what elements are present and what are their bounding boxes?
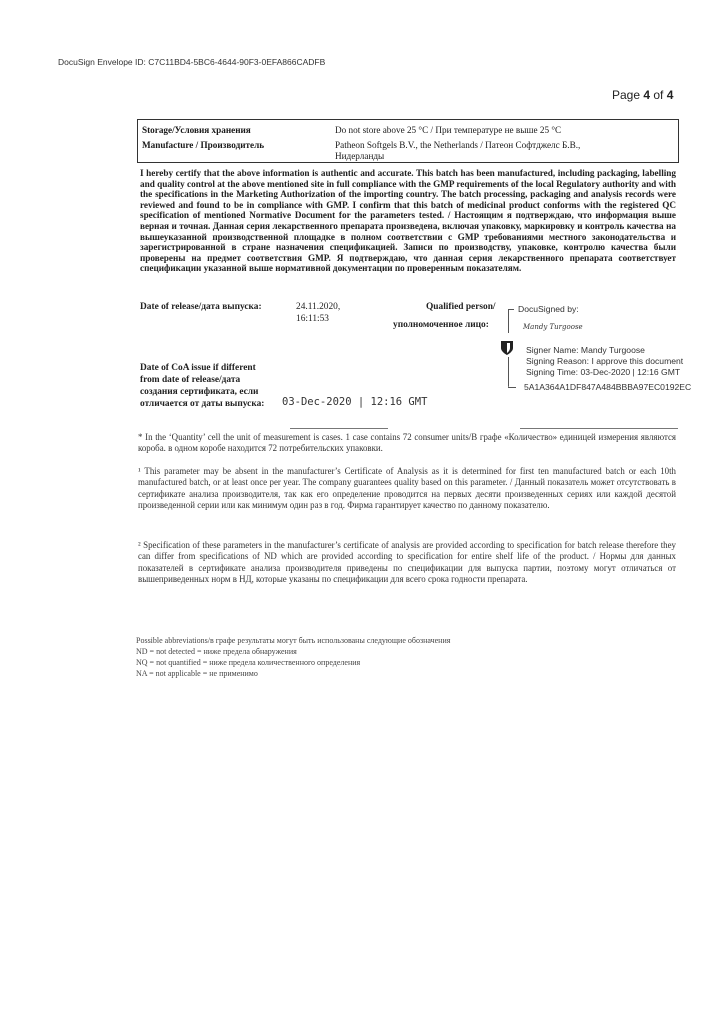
storage-label: Storage/Условия хранения [142, 125, 251, 135]
page-prefix: Page [612, 88, 644, 102]
footnote-quantity: * In the ‘Quantity’ cell the unit of measurement is cases. 1 case contains 72 consumer units/В графе «Количество» единицей измерения являются короба. в одном коробе находится 72 потребительских упаковки. [138, 432, 676, 454]
envelope-id: DocuSign Envelope ID: C7C11BD4-5BC6-4644-90F3-0EFA866CADFB [58, 57, 326, 67]
coa-label-line3: создания сертификата, если [140, 387, 259, 397]
footnote-2: ² Specification of these parameters in the manufacturer’s certificate of analysis are provided according to specification for batch release therefore they can differ from specifications of ND which are provided according to specification for entire shelf life of the product. / Нормы для данных показателей в сертификате анализа производителя приведены по спецификации для выпуска партии, поэтому могут отличаться от вышеприведенных норм в НД, которые указаны по спецификации для всего срока годности препарата. [138, 540, 676, 584]
manufacture-value-line1: Patheon Softgels B.V., the Netherlands / Патеон Софтджелс Б.В., [335, 140, 581, 150]
docusign-signature: Mandy Turgoose [523, 323, 583, 331]
storage-value: Do not store above 25 °C / При температуре не выше 25 °C [335, 125, 562, 135]
qualified-person-label-ru: уполномоченное лицо: [393, 320, 489, 330]
page-total: 4 [666, 88, 674, 102]
signature-rule-right [520, 428, 678, 429]
signature-rule-left [290, 428, 388, 429]
manufacture-label: Manufacture / Производитель [142, 140, 265, 150]
abbreviation-na: NA = not applicable = не применимо [136, 669, 258, 678]
release-date-label: Date of release/дата выпуска: [140, 302, 262, 312]
page-number [612, 88, 673, 102]
docusign-signing-reason: Signing Reason: I approve this document [526, 356, 684, 366]
docusign-bracket-top-tick [508, 309, 514, 310]
abbreviations-intro: Possible abbreviations/в графе результаты могут быть использованы следующие обозначения [136, 636, 451, 645]
release-date-value: 24.11.2020, [296, 302, 341, 312]
storage-manufacture-table [137, 119, 679, 163]
docusign-shield-icon [500, 340, 514, 356]
abbreviation-nq: NQ = not quantified = ниже предела количественного определения [136, 658, 361, 667]
footnote-1: ¹ This parameter may be absent in the manufacturer’s Certificate of Analysis as it is determined for first ten manufactured batch or each 10th manufactured batch, or at least once per year. The company guarantees quality based on this parameter. / Данный показатель может отсутствовать в сертификате анализа производителя, так как его определение проводится на первых десяти произведенных сериях или каждой десятой произведенной серии или как минимум один раз в год. Фирма гарантирует качество по данному показателю. [138, 466, 676, 510]
coa-label-line1: Date of CoA issue if different [140, 363, 256, 373]
page-of: of [650, 88, 667, 102]
qualified-person-label: Qualified person/ [426, 302, 496, 312]
docusign-header: DocuSigned by: [518, 304, 579, 314]
docusign-bracket-bottom [508, 357, 509, 387]
coa-issue-value: 03-Dec-2020 | 12:16 GMT [282, 396, 428, 408]
page-current: 4 [643, 88, 651, 102]
abbreviation-nd: ND = not detected = ниже предела обнаружения [136, 647, 297, 656]
release-time-value: 16:11:53 [296, 314, 329, 324]
manufacture-value-line2: Нидерланды [335, 151, 385, 161]
coa-label-line4: отличается от даты выпуска: [140, 399, 265, 409]
docusign-bracket-bottom-tick [508, 387, 516, 388]
docusign-signer-name: Signer Name: Mandy Turgoose [526, 345, 645, 355]
docusign-signing-time: Signing Time: 03-Dec-2020 | 12:16 GMT [526, 367, 681, 377]
docusign-bracket-top [508, 309, 509, 333]
docusign-envelope-hash: 5A1A364A1DF847A484BBBA97EC0192EC [524, 382, 692, 392]
coa-label-line2: from date of release/дата [140, 375, 241, 385]
certification-statement: I hereby certify that the above information is authentic and accurate. This batch has been manufactured, including packaging, labelling and quality control at the above mentioned site in full compliance with the GMP requirements of the local Regulatory authority and with the specifications in the Marketing Authorization of the importing country. The batch processing, packaging and analysis records were reviewed and found to be in compliance with GMP. I confirm that this batch of medicinal product conforms with the registered QC specification of mentioned Normative Document for the parameters tested. / Настоящим я подтверждаю, что информация выше верная и точная. Данная серия лекарственного препарата произведена, включая упаковку, маркировку и контроль качества на вышеуказанной производственной площадке в полном соответствии с GMP требованиями местного законодательства и зарегистрированной в стране назначения спецификацией. Записи по производству, упаковке, контролю качества были проверены на предмет соответствия GMP. Я подтверждаю, что данная серия лекарственного препарата соответствует спецификации указанной выше нормативной документации по проверенным показателям. [140, 168, 676, 274]
